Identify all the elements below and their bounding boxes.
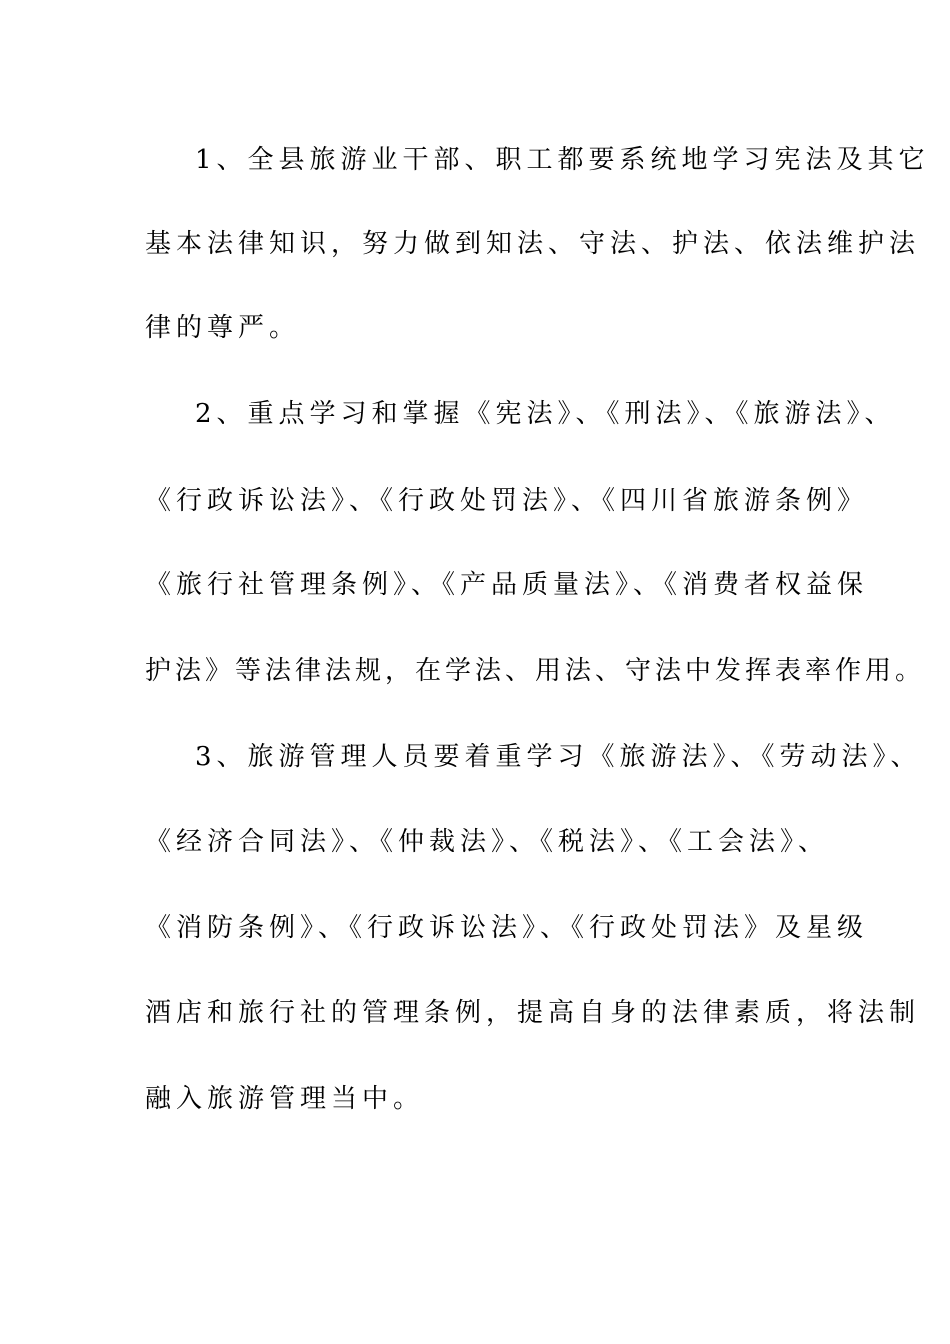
paragraph-1-line-2: 基本法律知识，努力做到知法、守法、护法、依法维护法 xyxy=(145,229,921,259)
paragraph-3-line-4: 酒店和旅行社的管理条例，提高自身的法律素质，将法制 xyxy=(145,998,921,1028)
paragraph-2-line-2: 《行政诉讼法》、《行政处罚法》、《四川省旅游条例》 xyxy=(145,486,869,516)
paragraph-1-line-1: 1、全县旅游业干部、职工都要系统地学习宪法及其它 xyxy=(195,145,930,175)
paragraph-2-line-4: 护法》等法律法规，在学法、用法、守法中发挥表率作用。 xyxy=(145,656,926,686)
paragraph-3-line-3: 《消防条例》、《行政诉讼法》、《行政处罚法》及星级 xyxy=(145,913,869,943)
paragraph-2-line-1: 2、重点学习和掌握《宪法》、《刑法》、《旅游法》、 xyxy=(195,399,896,429)
paragraph-1-line-3: 律的尊严。 xyxy=(145,313,301,343)
paragraph-3-line-5: 融入旅游管理当中。 xyxy=(145,1084,425,1114)
paragraph-3-line-1: 3、旅游管理人员要着重学习《旅游法》、《劳动法》、 xyxy=(195,742,922,772)
paragraph-3-line-2: 《经济合同法》、《仲裁法》、《税法》、《工会法》、 xyxy=(145,827,830,857)
paragraph-2-line-3: 《旅行社管理条例》、《产品质量法》、《消费者权益保 xyxy=(145,570,869,600)
